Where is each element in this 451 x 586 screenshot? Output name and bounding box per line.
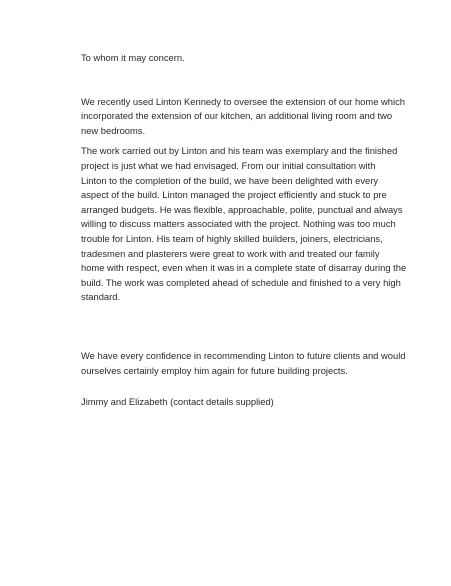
paragraph-recommendation: We have every confidence in recommending Linton to future clients and would ourselves certainly employ him again for future building projects.	[81, 349, 406, 376]
salutation: To whom it may concern.	[81, 52, 185, 63]
paragraph-work-review: The work carried out by Linton and his team was exemplary and the finished project is just what we had envisaged. From our initial consultation with Linton to the completion of the build, we have been delighted with every aspect of the build. Linton managed the project efficiently and stuck to pre arranged budgets. He was flexible, approachable, polite, punctual and always willing to discuss matters associated with the project. Nothing was too much trouble for Linton. His team of highly skilled builders, joiners, electricians, tradesmen and plasterers were great to work with and treated our family home with respect, even when it was in a complete state of disarray during the build. The work was completed ahead of schedule and finished to a very high standard.	[81, 145, 407, 303]
paragraph-extension-details: We recently used Linton Kennedy to oversee the extension of our home which incorporated the extension of our kitchen, an additional living room and two new bedrooms.	[81, 95, 405, 136]
signature: Jimmy and Elizabeth (contact details supplied)	[81, 396, 274, 408]
letter-body	[81, 51, 421, 410]
